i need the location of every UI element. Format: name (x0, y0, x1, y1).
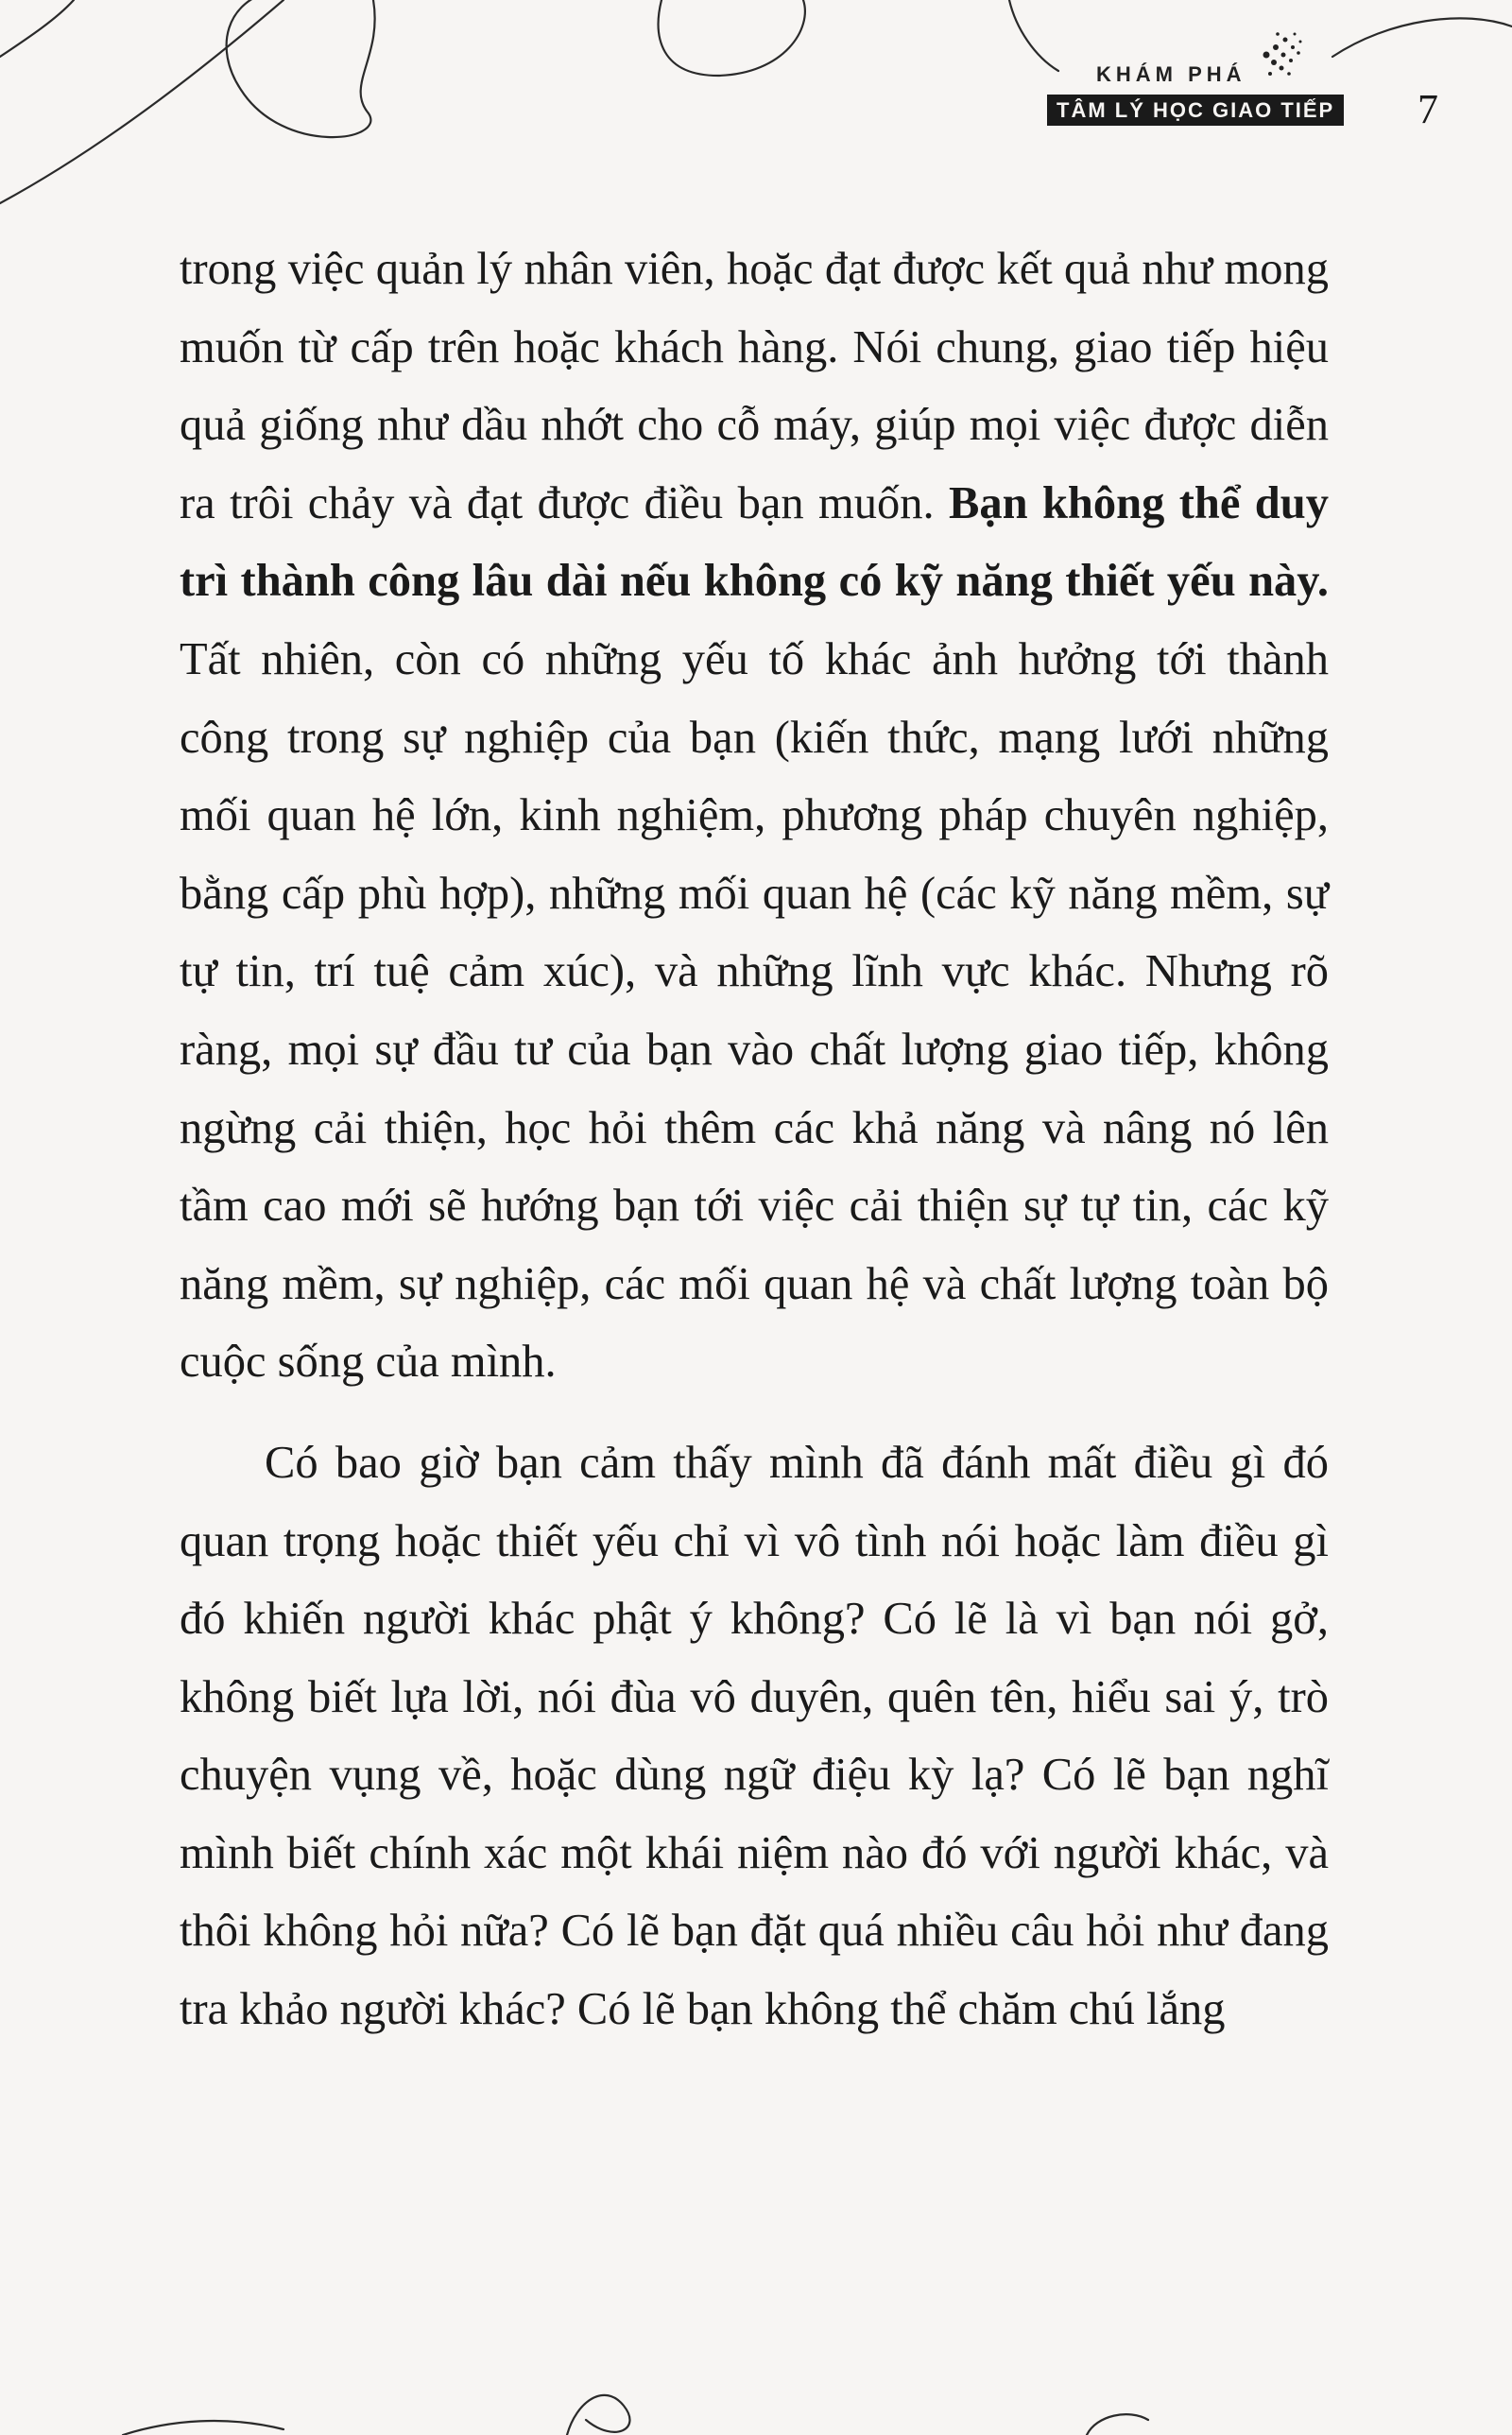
sparkle-icon (1257, 26, 1304, 83)
paragraph (180, 1425, 1329, 2049)
bold-text-run: Bạn không thể duy trì thành công lâu dài nếu không có kỹ năng thiết yếu này. (180, 477, 1330, 607)
text-run: Có bao giờ bạn cảm thấy mình đã đánh mất điều gì đó quan trọng hoặc thiết yếu chỉ vì vô tình nói hoặc làm điều gì đó khiến người khác phật ý không? Có lẽ là vì bạn nói gở, không biết lựa lời, nói đùa vô duyên, quên tên, hiểu sai ý, trò chuyện vụng về, hoặc dùng ngữ điệu kỳ lạ? Có lẽ bạn nghĩ mình biết chính xác một khái niệm nào đó với người khác, và thôi không hỏi nữa? Có lẽ bạn đặt quá nhiều câu hỏi như đang tra khảo người khác? Có lẽ bạn không thể chăm chú lắng (180, 1437, 1329, 2035)
series-title-bottom: TÂM LÝ HỌC GIAO TIẾP (1047, 95, 1344, 126)
body-text (180, 231, 1329, 2049)
text-run: Tất nhiên, còn có những yếu tố khác ảnh hưởng tới thành công trong sự nghiệp của bạn (kiến thức, mạng lưới những mối quan hệ lớn, kinh nghiệm, phương pháp chuyên nghiệp, bằng cấp phù hợp), những mối quan hệ (các kỹ năng mềm, sự tự tin, trí tuệ cảm xúc), và những lĩnh vực khác. Nhưng rõ ràng, mọi sự đầu tư của bạn vào chất lượng giao tiếp, không ngừng cải thiện, học hỏi thêm các khả năng và nâng nó lên tầm cao mới sẽ hướng bạn tới việc cải thiện sự tự tin, các kỹ năng mềm, sự nghiệp, các mối quan hệ và chất lượng toàn bộ cuộc sống của mình. (180, 633, 1329, 1388)
page-number: 7 (1418, 86, 1438, 132)
series-logo (1047, 26, 1349, 130)
text-run: trong việc quản lý nhân viên, hoặc đạt được kết quả như mong muốn từ cấp trên hoặc khách hàng. Nói chung, giao tiếp hiệu quả giống như dầu nhớt cho cỗ máy, giúp mọi việc được diễn ra trôi chảy và đạt được điều bạn muốn. (180, 244, 1329, 528)
series-title-top: KHÁM PHÁ (1096, 62, 1246, 86)
paragraph (180, 231, 1329, 1402)
